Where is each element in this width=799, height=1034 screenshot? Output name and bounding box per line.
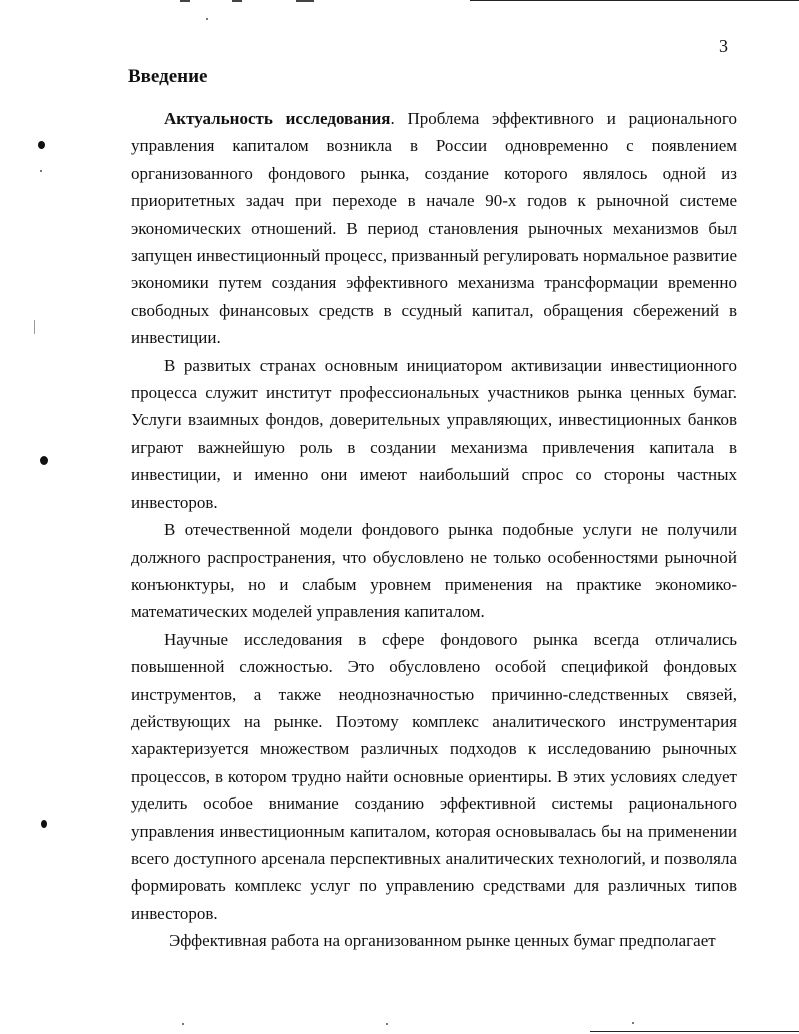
scan-edge-line — [470, 0, 799, 1]
scan-artifact — [232, 0, 242, 2]
page-title: Введение — [128, 66, 208, 87]
paragraph-1 — [131, 105, 737, 352]
page-number: 3 — [719, 36, 728, 56]
paragraph-4: Научные исследования в сфере фондового рынка всегда отличались повышенной сложностью. Это обусловлено особой спецификой фондовых инструментов, а также неоднозначностью причинно-следственных связей, действующих на рынке. Поэтому комплекс аналитического инструментария характеризуется множеством различных подходов к исследованию рыночных процессов, в котором трудно найти основные ориентиры. В этих условиях следует уделить особое внимание созданию эффективной системы рационального управления инвестиционным капиталом, которая основывалась бы на применении всего доступного арсенала перспективных аналитических технологий, и позволяла формировать комплекс услуг по управлению средствами для различных типов инвесторов. — [131, 629, 737, 923]
scan-speck — [206, 18, 208, 20]
punch-mark — [41, 820, 47, 828]
scan-speck — [632, 1022, 634, 1024]
scan-speck — [34, 320, 35, 334]
scan-speck — [386, 1023, 388, 1025]
scan-artifact — [296, 0, 314, 2]
paragraph-3: В отечественной модели фондового рынка подобные услуги не получили должного распространения, что обусловлено не только особенностями рыночной конъюнктуры, но и слабым уровнем применения на практике экономико-математических моделей управления капиталом. — [131, 520, 737, 622]
body-text — [131, 105, 737, 955]
punch-mark — [38, 141, 45, 149]
paragraph-2: В развитых странах основным инициатором активизации инвестиционного процесса служит институт профессиональных участников рынка ценных бумаг. Услуги взаимных фондов, доверительных управляющих, инвестиционных банков играют важнейшую роль в создании механизма привлечения капитала в инвестиции, и именно они имеют наибольший спрос со стороны частных инвесторов. — [131, 355, 737, 512]
paragraph-text: . Проблема эффективного и рационального управления капиталом возникла в России одновременно с появлением организованного фондового рынка, создание которого являлось одной из приоритетных задач при переходе в начале 90-х годов к рыночной системе экономических отношений. В период становления рыночных механизмов был запущен инвестиционный процесс, призванный регулировать нормальное развитие экономики путем создания эффективного механизма трансформации временно свободных финансовых средств в ссудный капитал, обращения сбережений в инвестиции. — [131, 109, 737, 348]
scan-speck — [182, 1023, 184, 1025]
scan-edge-line — [590, 1031, 799, 1032]
scan-artifact — [180, 0, 190, 2]
paragraph-5: Эффективная работа на организованном рынке ценных бумаг предполагает — [169, 931, 716, 951]
paragraph-lead: Актуальность исследования — [164, 109, 391, 128]
punch-mark — [40, 456, 48, 465]
scan-speck — [40, 170, 42, 172]
